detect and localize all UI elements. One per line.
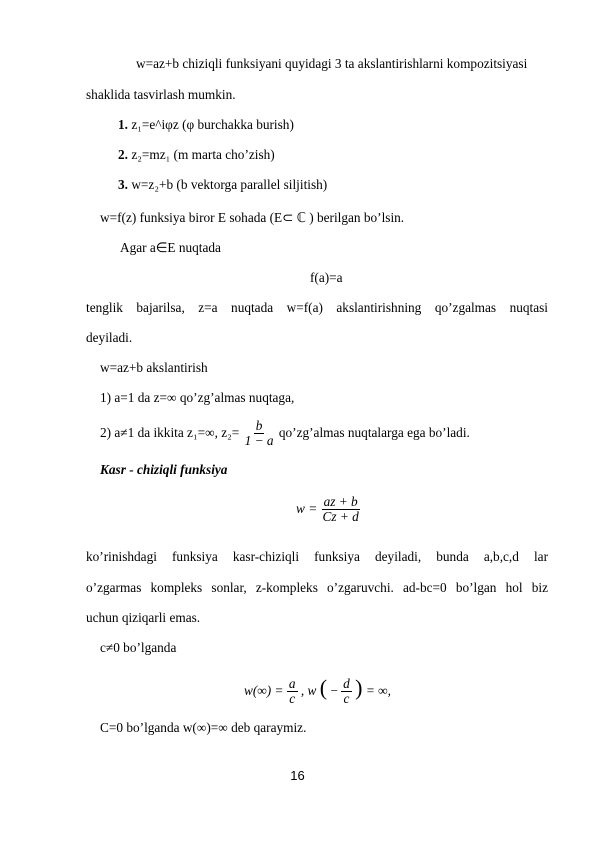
equation-mobius [296,492,361,526]
list-item [118,177,327,193]
paragraph-line: o’zgarmas kompleks sonlar, z-kompleks o’zgaruvchi. ad-bc=0 bo’lgan hol biz [86,580,548,595]
list-item: 1) a=1 da z=∞ qo’zg’almas nuqtaga, [100,390,295,405]
fraction-denominator: c [289,691,296,707]
equation-part: w(∞) = [244,683,284,698]
equation-part: , w [300,683,317,698]
item-text: qo’zg’almas nuqtalarga ega bo’ladi. [278,425,470,440]
fraction-numerator: b [255,418,263,434]
fraction-numerator: a [288,676,296,692]
fraction [321,495,361,524]
list-text: z₂=mz₁ (m marta cho’zish) [131,147,275,162]
equation-part: = ∞, [365,683,391,698]
fraction [287,677,298,706]
paragraph-line: C=0 bo’lganda w(∞)=∞ deb qaraymiz. [100,720,307,735]
equation-lhs: w = [296,501,318,516]
paragraph-line: tenglik bajarilsa, z=a nuqtada w=f(a) akslantirishning qo’zgalmas nuqtasi [86,300,548,315]
paragraph-line: Agar a∈E nuqtada [120,240,221,255]
list-text: z₁=e^iφz (φ burchakka burish) [131,117,294,132]
list-number: 3. [118,177,128,192]
paragraph-line: uchun qiziqarli emas. [86,610,201,625]
paragraph-line: shaklida tasvirlash mumkin. [86,87,236,102]
equation-limits [244,668,391,711]
section-heading: Kasr - chiziqli funksiya [100,462,228,477]
fraction-denominator: Cz + d [322,509,359,525]
equation-fixed-point: f(a)=a [310,270,343,285]
list-number: 2. [118,147,128,162]
list-item [118,147,275,163]
page-number: 16 [290,768,305,783]
fraction [243,419,276,448]
right-paren: ) [355,675,363,700]
fraction-denominator: 1 − a [244,433,274,449]
list-item [100,418,470,448]
paragraph-line: deyiladi. [86,330,133,345]
left-paren: ( [319,675,328,700]
list-item [118,117,294,133]
paragraph-line: c≠0 bo’lganda [100,640,177,655]
fraction-numerator: az + b [323,494,358,510]
fraction-numerator: d [343,676,350,692]
minus-sign: − [330,683,338,698]
fraction [341,677,352,706]
paragraph-line: w=az+b akslantirish [100,360,208,375]
list-number: 1. [118,117,128,132]
paragraph-line: w=az+b chiziqli funksiyani quyidagi 3 ta akslantirishlarni kompozitsiyasi [136,56,528,71]
list-text: w=z₂+b (b vektorga parallel siljitish) [131,177,328,192]
fraction-denominator: c [343,691,350,707]
item-text: 2) a≠1 da ikkita z₁=∞, z₂= [100,425,240,440]
paragraph-line: ko’rinishdagi funksiya kasr-chiziqli funksiya deyiladi, bunda a,b,c,d lar [86,549,548,564]
paragraph-line: w=f(z) funksiya biror E sohada (E⊂ ℂ ) berilgan bo’lsin. [100,210,405,225]
